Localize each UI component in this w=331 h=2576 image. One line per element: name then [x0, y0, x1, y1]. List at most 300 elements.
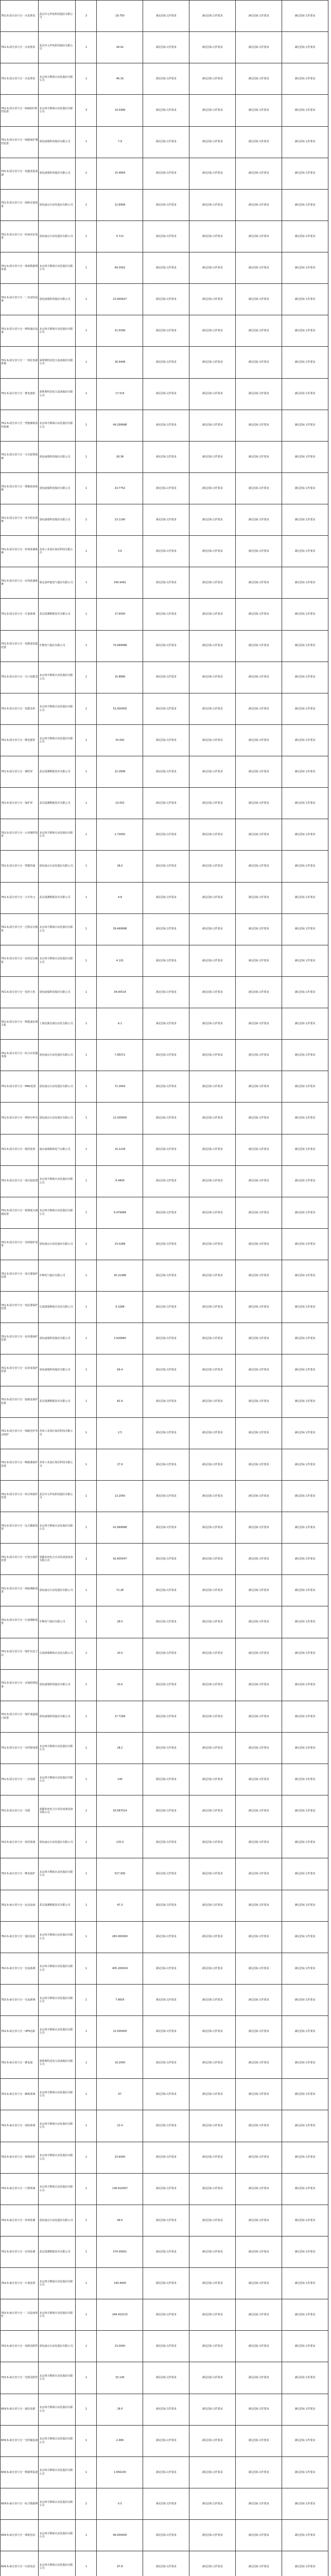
- bidder-cell: 北京四方继保自动化股份有限公司: [39, 95, 76, 126]
- quantity-cell: 1: [76, 1134, 97, 1165]
- quantity-cell: 1: [76, 913, 97, 945]
- bidder-cell: 国电南瑞科技股份有限公司: [39, 1701, 76, 1732]
- compliance-cell: 满足招标文件要求: [282, 2047, 328, 2079]
- quantity-cell: 1: [76, 630, 97, 662]
- compliance-cell: 满足招标文件要求: [189, 472, 236, 504]
- compliance-cell: 满足招标文件要求: [282, 1795, 328, 1827]
- price-cell: 49.0: [97, 2205, 143, 2236]
- package-cell: 701-S-国分表与分一光缆: [1, 1795, 39, 1827]
- package-cell: 701-S-国分表与分一故障测距装置: [1, 1575, 39, 1606]
- compliance-cell: 满足招标文件要求: [189, 1890, 236, 1921]
- table-row: [1, 851, 328, 882]
- price-cell: 41.999998: [97, 1512, 143, 1544]
- compliance-cell: 满足招标文件要求: [282, 630, 328, 662]
- price-cell: 28.0: [97, 851, 143, 882]
- compliance-cell: 满足招标文件要求: [143, 32, 189, 63]
- compliance-cell: 满足招标文件要求: [236, 599, 282, 630]
- table-row: [1, 567, 328, 599]
- quantity-cell: 1: [76, 1071, 97, 1103]
- price-cell: 4.8: [97, 882, 143, 913]
- bidder-cell: 国电南瑞科技股份有限公司: [39, 284, 76, 315]
- table-row: [1, 1858, 328, 1890]
- bidder-cell: 保定浪拜迪电气股份有限公司: [39, 567, 76, 599]
- compliance-cell: 满足招标文件要求: [189, 1984, 236, 2015]
- compliance-cell: 满足招标文件要求: [282, 913, 328, 945]
- price-cell: 96.000000: [97, 2520, 143, 2551]
- compliance-cell: 满足招标文件要求: [236, 1606, 282, 1638]
- compliance-cell: 满足招标文件要求: [143, 1417, 189, 1449]
- quantity-cell: 1: [76, 1795, 97, 1827]
- compliance-cell: 满足招标文件要求: [236, 1544, 282, 1575]
- compliance-cell: 满足招标文件要求: [143, 2268, 189, 2299]
- compliance-cell: 满足招标文件要求: [189, 2173, 236, 2205]
- quantity-cell: 1: [76, 945, 97, 976]
- compliance-cell: 满足招标文件要求: [143, 2456, 189, 2488]
- compliance-cell: 满足招标文件要求: [282, 1386, 328, 1417]
- package-cell: 701-S-国分表与分一母线保护装置: [1, 1228, 39, 1260]
- bidder-cell: 国电南瑞科技股份有限公司: [39, 976, 76, 1008]
- bidder-cell: 许继电气股份有限公司: [39, 630, 76, 662]
- price-cell: 240.9491: [97, 567, 143, 599]
- bidder-cell: 北京四方继保自动化股份有限公司: [39, 2362, 76, 2394]
- price-cell: 49.3002: [97, 252, 143, 284]
- bidder-cell: 北京四方继保自动化股份有限公司: [39, 945, 76, 976]
- compliance-cell: 满足招标文件要求: [236, 1732, 282, 1764]
- compliance-cell: 满足招标文件要求: [189, 441, 236, 472]
- price-cell: 50.587014: [97, 1795, 143, 1827]
- compliance-cell: 满足招标文件要求: [143, 1040, 189, 1071]
- price-cell: 28.38: [97, 441, 143, 472]
- quantity-cell: 1: [76, 1103, 97, 1134]
- compliance-cell: 满足招标文件要求: [189, 2331, 236, 2362]
- package-cell: 701-S-国分表与分一电容器保护装置: [1, 1323, 39, 1354]
- bidder-cell: 北京四方继保自动化股份有限公司: [39, 2551, 76, 2576]
- compliance-cell: 满足招标文件要求: [189, 1921, 236, 1953]
- package-cell: 609-S-南分表与分一综合数据网: [1, 2488, 39, 2519]
- table-row: [1, 1953, 328, 1984]
- compliance-cell: 满足招标文件要求: [143, 976, 189, 1008]
- compliance-cell: 满足招标文件要求: [236, 472, 282, 504]
- price-cell: 69.4: [97, 1354, 143, 1386]
- table-row: [1, 662, 328, 693]
- compliance-cell: 满足招标文件要求: [189, 2016, 236, 2047]
- compliance-cell: 满足招标文件要求: [189, 976, 236, 1008]
- package-cell: 701-S-国分表与分一站控层交换机: [1, 945, 39, 976]
- compliance-cell: 满足招标文件要求: [236, 756, 282, 788]
- bidder-cell: 北京四方继保自动化股份有限公司: [39, 693, 76, 724]
- compliance-cell: 满足招标文件要求: [282, 756, 328, 788]
- compliance-cell: 满足招标文件要求: [143, 2047, 189, 2079]
- table-row: [1, 2110, 328, 2142]
- bidder-cell: 武汉中元华电科技股份有限公司: [39, 1480, 76, 1512]
- compliance-cell: 满足招标文件要求: [189, 2299, 236, 2331]
- compliance-cell: 满足招标文件要求: [282, 284, 328, 315]
- compliance-cell: 满足招标文件要求: [143, 2425, 189, 2456]
- bidder-cell: 长园深瑞继保自动化有限公司: [39, 1638, 76, 1669]
- compliance-cell: 满足招标文件要求: [236, 1764, 282, 1795]
- bidder-cell: 国电南瑞科技股份有限公司: [39, 441, 76, 472]
- compliance-cell: 满足招标文件要求: [189, 756, 236, 788]
- compliance-cell: 满足招标文件要求: [189, 252, 236, 284]
- compliance-cell: 满足招标文件要求: [282, 2456, 328, 2488]
- compliance-cell: 满足招标文件要求: [143, 1197, 189, 1228]
- quantity-cell: 1: [76, 976, 97, 1008]
- price-cell: 34.00514: [97, 976, 143, 1008]
- quantity-cell: 1: [76, 126, 97, 158]
- compliance-cell: 满足招标文件要求: [236, 2142, 282, 2173]
- compliance-cell: 满足招标文件要求: [282, 788, 328, 819]
- compliance-cell: 满足招标文件要求: [143, 1795, 189, 1827]
- compliance-cell: 满足招标文件要求: [189, 788, 236, 819]
- bidder-cell: 武汉国测数据技术有限公司: [39, 1386, 76, 1417]
- compliance-cell: 满足招标文件要求: [189, 2394, 236, 2425]
- price-cell: 92.600047: [97, 1544, 143, 1575]
- package-cell: 701-S-国分表与分一安全防范系统: [1, 504, 39, 536]
- compliance-cell: 满足招标文件要求: [236, 95, 282, 126]
- price-cell: 26.9448: [97, 347, 143, 378]
- compliance-cell: 满足招标文件要求: [236, 1512, 282, 1544]
- compliance-cell: 满足招标文件要求: [282, 2331, 328, 2362]
- compliance-cell: 满足招标文件要求: [189, 1260, 236, 1292]
- package-cell: 701-S-国分表与分一过程层交换机: [1, 913, 39, 945]
- compliance-cell: 满足招标文件要求: [143, 2205, 189, 2236]
- quantity-cell: 1: [76, 1858, 97, 1890]
- bidder-cell: 武汉国测数据技术有限公司: [39, 599, 76, 630]
- price-cell: 2.5: [97, 1417, 143, 1449]
- table-row: [1, 1134, 328, 1165]
- price-cell: 2.73000: [97, 819, 143, 851]
- quantity-cell: 1: [76, 2047, 97, 2079]
- quantity-cell: 1: [76, 2110, 97, 2142]
- quantity-cell: 1: [76, 284, 97, 315]
- compliance-cell: 满足招标文件要求: [189, 1197, 236, 1228]
- compliance-cell: 满足招标文件要求: [236, 1480, 282, 1512]
- compliance-cell: 满足招标文件要求: [189, 2110, 236, 2142]
- bidder-cell: 国电南京自动化股份有限公司: [39, 1228, 76, 1260]
- bidder-cell: 北京四方继保自动化股份有限公司: [39, 1197, 76, 1228]
- quantity-cell: 1: [76, 567, 97, 599]
- compliance-cell: 满足招标文件要求: [236, 63, 282, 95]
- package-cell: 701-S-国分表与分一录波组网设备: [1, 1669, 39, 1701]
- compliance-cell: 满足招标文件要求: [236, 32, 282, 63]
- package-cell: 702-S-南分表与分一环境监测: [1, 2205, 39, 2236]
- table-row: [1, 2299, 328, 2331]
- compliance-cell: 满足招标文件要求: [282, 1103, 328, 1134]
- package-cell: 701-S-国分表与分一数据通信网关机: [1, 1008, 39, 1040]
- quantity-cell: 1: [76, 1606, 97, 1638]
- compliance-cell: 满足招标文件要求: [282, 2551, 328, 2576]
- table-row: [1, 2173, 328, 2205]
- compliance-cell: 满足招标文件要求: [143, 1228, 189, 1260]
- compliance-cell: 满足招标文件要求: [236, 1890, 282, 1921]
- price-cell: 23.0288: [97, 1228, 143, 1260]
- compliance-cell: 满足招标文件要求: [143, 630, 189, 662]
- compliance-cell: 满足招标文件要求: [189, 1292, 236, 1323]
- compliance-cell: 满足招标文件要求: [189, 1544, 236, 1575]
- bidder-cell: 北京四方继保自动化股份有限公司: [39, 2268, 76, 2299]
- compliance-cell: 满足招标文件要求: [282, 851, 328, 882]
- price-cell: 20.0: [97, 1638, 143, 1669]
- price-cell: 22.4: [97, 2110, 143, 2142]
- bidder-cell: 长园深瑞继保自动化有限公司: [39, 1292, 76, 1323]
- quantity-cell: 1: [76, 1197, 97, 1228]
- quantity-cell: 1: [76, 1764, 97, 1795]
- compliance-cell: 满足招标文件要求: [282, 1165, 328, 1197]
- quantity-cell: 1: [76, 536, 97, 567]
- compliance-cell: 满足招标文件要求: [236, 1103, 282, 1134]
- bidder-cell: 国电南瑞科技股份有限公司: [39, 126, 76, 158]
- compliance-cell: 满足招标文件要求: [236, 1575, 282, 1606]
- price-cell: 52.000000: [97, 693, 143, 724]
- price-cell: 72.28: [97, 1575, 143, 1606]
- compliance-cell: 满足招标文件要求: [236, 126, 282, 158]
- table-row: [1, 1165, 328, 1197]
- price-cell: 18.0: [97, 2394, 143, 2425]
- package-cell: 701-S-国分表与分一GIS保护测控装置: [1, 95, 39, 126]
- compliance-cell: 满足招标文件要求: [236, 882, 282, 913]
- package-cell: 701-S-国分表与分一过电压保护装置: [1, 1544, 39, 1575]
- compliance-cell: 满足招标文件要求: [236, 410, 282, 441]
- package-cell: 701-S-国分表与分一时间同步装置: [1, 221, 39, 252]
- quantity-cell: 1: [76, 2551, 97, 2576]
- compliance-cell: 满足招标文件要求: [143, 882, 189, 913]
- compliance-cell: 满足招标文件要求: [282, 126, 328, 158]
- compliance-cell: 满足招标文件要求: [189, 1008, 236, 1040]
- bidder-cell: 北京四方继保自动化股份有限公司: [39, 2520, 76, 2551]
- quantity-cell: 1: [76, 724, 97, 756]
- price-cell: 32.145: [97, 2362, 143, 2394]
- bidder-cell: 国电南京自动化股份有限公司: [39, 221, 76, 252]
- compliance-cell: 满足招标文件要求: [189, 1354, 236, 1386]
- bidder-cell: 北京四方继保自动化股份有限公司: [39, 2488, 76, 2519]
- compliance-cell: 满足招标文件要求: [282, 724, 328, 756]
- quantity-cell: 1: [76, 1984, 97, 2015]
- compliance-cell: 满足招标文件要求: [236, 2047, 282, 2079]
- package-cell: 702-S-南分表与分一计量装置: [1, 2268, 39, 2299]
- quantity-cell: 1: [76, 2142, 97, 2173]
- compliance-cell: 满足招标文件要求: [143, 1165, 189, 1197]
- table-row: [1, 158, 328, 189]
- compliance-cell: 满足招标文件要求: [236, 2173, 282, 2205]
- compliance-cell: 满足招标文件要求: [236, 1984, 282, 2015]
- quantity-cell: 1: [76, 32, 97, 63]
- price-cell: 136.610007: [97, 2173, 143, 2205]
- compliance-cell: 满足招标文件要求: [236, 788, 282, 819]
- price-cell: 6.479999: [97, 1197, 143, 1228]
- table-row: [1, 1103, 328, 1134]
- quantity-cell: 1: [76, 1386, 97, 1417]
- price-cell: 15.4804: [97, 158, 143, 189]
- compliance-cell: 满足招标文件要求: [189, 2362, 236, 2394]
- table-row: [1, 756, 328, 788]
- price-cell: 15.8896: [97, 662, 143, 693]
- quantity-cell: 1: [76, 1417, 97, 1449]
- compliance-cell: 满足招标文件要求: [282, 1008, 328, 1040]
- compliance-cell: 满足招标文件要求: [282, 1, 328, 32]
- bidder-cell: 苏州工业园区海沃科技有限公司: [39, 1449, 76, 1480]
- compliance-cell: 满足招标文件要求: [143, 2331, 189, 2362]
- compliance-cell: 满足招标文件要求: [236, 2551, 282, 2576]
- package-cell: 701-S-国分表与分一短引线保护装置: [1, 1480, 39, 1512]
- price-cell: 14.5946: [97, 95, 143, 126]
- package-cell: 701-S-国分表与分一计量系统: [1, 599, 39, 630]
- compliance-cell: 满足招标文件要求: [143, 2173, 189, 2205]
- compliance-cell: 满足招标文件要求: [236, 2268, 282, 2299]
- compliance-cell: 满足招标文件要求: [236, 819, 282, 851]
- compliance-cell: 满足招标文件要求: [143, 1103, 189, 1134]
- compliance-cell: 满足招标文件要求: [236, 252, 282, 284]
- table-row: [1, 788, 328, 819]
- quantity-cell: 1: [76, 2205, 97, 2236]
- compliance-cell: 满足招标文件要求: [189, 1575, 236, 1606]
- compliance-cell: 满足招标文件要求: [282, 1732, 328, 1764]
- table-row: [1, 284, 328, 315]
- compliance-cell: 满足招标文件要求: [282, 2236, 328, 2267]
- compliance-cell: 满足招标文件要求: [236, 1953, 282, 1984]
- compliance-cell: 满足招标文件要求: [143, 1480, 189, 1512]
- package-cell: 701-S-国分表与分一调度数据网设备: [1, 252, 39, 284]
- table-row: [1, 2425, 328, 2456]
- compliance-cell: 满足招标文件要求: [143, 2394, 189, 2425]
- compliance-cell: 满足招标文件要求: [282, 819, 328, 851]
- price-cell: 13.2050: [97, 1480, 143, 1512]
- quantity-cell: 1: [76, 2394, 97, 2425]
- price-cell: 125.0: [97, 1827, 143, 1858]
- bidder-cell: 北京四方继保自动化股份有限公司: [39, 724, 76, 756]
- compliance-cell: 满足招标文件要求: [282, 1417, 328, 1449]
- compliance-cell: 满足招标文件要求: [189, 2488, 236, 2519]
- compliance-cell: 满足招标文件要求: [282, 662, 328, 693]
- bidder-cell: 北京四方继保自动化股份有限公司: [39, 410, 76, 441]
- compliance-cell: 满足招标文件要求: [236, 1134, 282, 1165]
- bidder-cell: 国电南京自动化股份有限公司: [39, 851, 76, 882]
- price-cell: 6.1: [97, 1008, 143, 1040]
- table-row: [1, 882, 328, 913]
- table-row: [1, 1512, 328, 1544]
- package-cell: 702-S-南分表与分一远动设备: [1, 1890, 39, 1921]
- compliance-cell: 满足招标文件要求: [236, 441, 282, 472]
- compliance-cell: 满足招标文件要求: [282, 2110, 328, 2142]
- bidder-cell: 国电南京自动化股份有限公司: [39, 1827, 76, 1858]
- quantity-cell: 1: [76, 1732, 97, 1764]
- compliance-cell: 满足招标文件要求: [143, 189, 189, 221]
- quantity-cell: 1: [76, 1449, 97, 1480]
- compliance-cell: 满足招标文件要求: [236, 1040, 282, 1071]
- compliance-cell: 满足招标文件要求: [236, 2362, 282, 2394]
- package-cell: 702-S-南分表与分一门禁系统: [1, 2173, 39, 2205]
- compliance-cell: 满足招标文件要求: [143, 1606, 189, 1638]
- compliance-cell: 满足招标文件要求: [143, 284, 189, 315]
- price-cell: 140: [97, 1764, 143, 1795]
- compliance-cell: 满足招标文件要求: [143, 158, 189, 189]
- price-cell: 27.7189: [97, 1701, 143, 1732]
- compliance-cell: 满足招标文件要求: [236, 221, 282, 252]
- table-row: [1, 1606, 328, 1638]
- quantity-cell: 1: [76, 1354, 97, 1386]
- compliance-cell: 满足招标文件要求: [143, 2551, 189, 2576]
- compliance-cell: 满足招标文件要求: [282, 1984, 328, 2015]
- table-row: [1, 1732, 328, 1764]
- compliance-cell: 满足招标文件要求: [189, 1228, 236, 1260]
- compliance-cell: 满足招标文件要求: [236, 2299, 282, 2331]
- price-cell: 18.2: [97, 1732, 143, 1764]
- bidder-cell: 北京四方继保自动化股份有限公司: [39, 1953, 76, 1984]
- package-cell: 701-S-国分表与分一图像监视系统: [1, 472, 39, 504]
- package-cell: 701-S-国分表与分一在线监测系统: [1, 567, 39, 599]
- compliance-cell: 满足招标文件要求: [236, 2394, 282, 2425]
- compliance-cell: 满足招标文件要求: [143, 1953, 189, 1984]
- compliance-cell: 满足招标文件要求: [189, 221, 236, 252]
- price-cell: 15.2228: [97, 1134, 143, 1165]
- price-cell: 7.95072: [97, 1040, 143, 1071]
- table-row: [1, 1764, 328, 1795]
- quantity-cell: 1: [76, 2456, 97, 2488]
- bidder-cell: 北京四方继保自动化股份有限公司: [39, 913, 76, 945]
- compliance-cell: 满足招标文件要求: [143, 1701, 189, 1732]
- compliance-cell: 满足招标文件要求: [143, 788, 189, 819]
- compliance-cell: 满足招标文件要求: [236, 284, 282, 315]
- compliance-cell: 满足招标文件要求: [143, 819, 189, 851]
- compliance-cell: 满足招标文件要求: [236, 1417, 282, 1449]
- compliance-cell: 满足招标文件要求: [143, 347, 189, 378]
- quantity-cell: 1: [76, 2236, 97, 2267]
- compliance-cell: 满足招标文件要求: [236, 1449, 282, 1480]
- compliance-cell: 满足招标文件要求: [282, 1354, 328, 1386]
- compliance-cell: 满足招标文件要求: [189, 1134, 236, 1165]
- compliance-cell: 满足招标文件要求: [236, 2236, 282, 2267]
- compliance-cell: 满足招标文件要求: [236, 1827, 282, 1858]
- compliance-cell: 满足招标文件要求: [143, 1858, 189, 1890]
- compliance-cell: 满足招标文件要求: [143, 1323, 189, 1354]
- price-cell: 6.4409: [97, 1165, 143, 1197]
- table-row: [1, 1, 328, 32]
- package-cell: 701-S-国分表与分一水处理表: [1, 32, 39, 63]
- compliance-cell: 满足招标文件要求: [143, 2362, 189, 2394]
- compliance-cell: 满足招标文件要求: [236, 630, 282, 662]
- compliance-cell: 满足招标文件要求: [189, 189, 236, 221]
- bidder-cell: 国电南京自动化股份有限公司: [39, 189, 76, 221]
- compliance-cell: 满足招标文件要求: [143, 1134, 189, 1165]
- bidder-cell: 深圳奥特迅电力设备股份有限公司: [39, 347, 76, 378]
- table-row: [1, 2142, 328, 2173]
- package-cell: 702-S-南分表与分一二次设备屏柜: [1, 2299, 39, 2331]
- price-cell: 18.750: [97, 1, 143, 32]
- compliance-cell: 满足招标文件要求: [282, 189, 328, 221]
- bidder-cell: 北京四方继保自动化股份有限公司: [39, 2299, 76, 2331]
- table-row: [1, 2551, 328, 2576]
- package-cell: 609-S-南分表与分一通信电源: [1, 2394, 39, 2425]
- table-row: [1, 95, 328, 126]
- quantity-cell: 1: [76, 882, 97, 913]
- package-cell: 701-S-国分表与分一断路器保护装置: [1, 1449, 39, 1480]
- package-cell: 702-S-南分表与分一消防系统: [1, 2110, 39, 2142]
- table-row: [1, 221, 328, 252]
- package-cell: 701-S-国分表与分一故障录波装置: [1, 189, 39, 221]
- compliance-cell: 满足招标文件要求: [236, 1638, 282, 1669]
- compliance-cell: 满足招标文件要求: [143, 2142, 189, 2173]
- compliance-cell: 满足招标文件要求: [282, 1606, 328, 1638]
- compliance-cell: 满足招标文件要求: [236, 1071, 282, 1103]
- bidder-cell: 国电南京自动化股份有限公司: [39, 1575, 76, 1606]
- compliance-cell: 满足招标文件要求: [282, 2205, 328, 2236]
- package-cell: 701-S-国分表与分一监控主机: [1, 976, 39, 1008]
- package-cell: 701-S-国分表与分一二次电缆: [1, 1764, 39, 1795]
- price-cell: 23.7752: [97, 472, 143, 504]
- quantity-cell: 1: [76, 1638, 97, 1669]
- price-cell: 244.410215: [97, 2299, 143, 2331]
- compliance-cell: 满足招标文件要求: [236, 1323, 282, 1354]
- compliance-cell: 满足招标文件要求: [282, 976, 328, 1008]
